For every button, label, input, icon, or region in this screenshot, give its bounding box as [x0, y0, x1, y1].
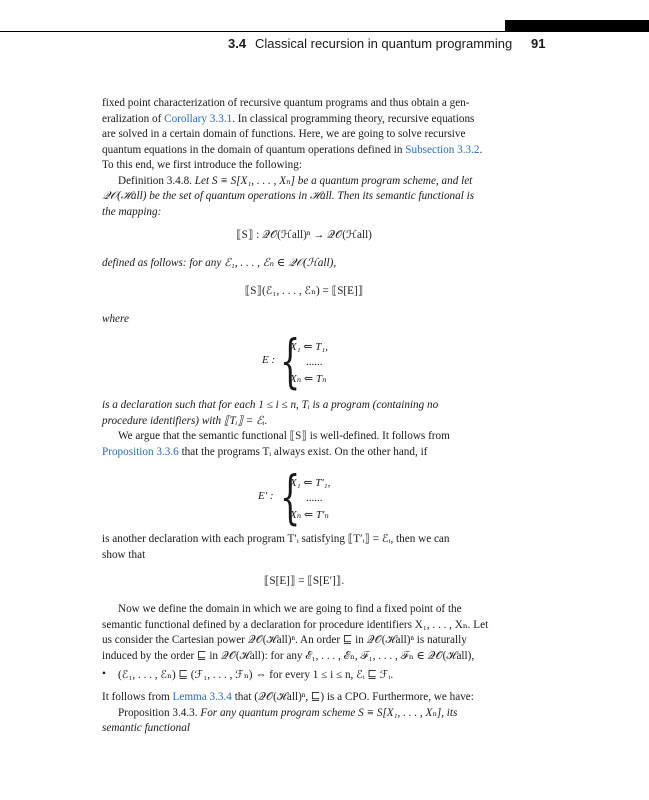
- declaration-row: Xₙ ⇐ T′ₙ: [290, 509, 329, 521]
- proposition-line: Proposition 3.4.3. For any quantum program scheme S ≡ S[X₁, . . . , Xₙ], its: [118, 706, 458, 719]
- another-declaration: [102, 532, 506, 563]
- page-number: 91: [531, 36, 546, 51]
- text-line: semantic functional defined by a declaration for procedure identifiers X₁, . . . , Xₙ. Let: [102, 618, 489, 631]
- text-line: us consider the Cartesian power 𝒬𝒪(ℋall)ⁿ. An order ⊑ in 𝒬𝒪(ℋall)ⁿ is naturally: [102, 634, 467, 646]
- text-line: Now we define the domain in which we are going to find a fixed point of the: [118, 603, 462, 615]
- text-line: show that: [102, 548, 146, 561]
- declaration-label: E :: [262, 354, 276, 366]
- text-line: It follows from Lemma 3.3.4 that (𝒬𝒪(ℋall)ⁿ, ⊑) is a CPO. Furthermore, we have:: [102, 691, 474, 703]
- section-title: Classical recursion in quantum programming: [255, 36, 513, 51]
- text-line: To this end, we first introduce the following:: [102, 159, 302, 171]
- definition-line: the mapping:: [102, 205, 162, 218]
- running-head: [0, 36, 649, 54]
- text-line: We argue that the semantic functional ⟦S⟧ is well-defined. It follows from: [118, 430, 450, 442]
- bullet-text: (ℰ₁, . . . , ℰₙ) ⊑ (ℱ₁, . . . , ℱₙ) ⇔ for every 1 ≤ i ≤ n, ℰᵢ ⊑ ℱᵢ.: [118, 669, 394, 681]
- text-line: quantum equations in the domain of quantum operations defined in Subsection 3.3.2.: [102, 143, 483, 156]
- text-line: Proposition 3.3.6 that the programs Tᵢ always exist. On the other hand, if: [102, 445, 428, 458]
- domain-paragraph: [102, 602, 506, 664]
- bullet-icon: •: [102, 668, 106, 680]
- defined-as-line: defined as follows: for any ℰ₁, . . . , ℰₙ ∈ 𝒬𝒪(ℋall),: [102, 257, 337, 269]
- declaration-row: ......: [306, 356, 323, 368]
- declaration-row: Xₙ ⇐ Tₙ: [290, 373, 327, 385]
- header-bar: [505, 20, 649, 31]
- where-label: where: [102, 313, 129, 325]
- declaration-row: X₁ ⇐ T′₁,: [290, 477, 331, 489]
- brace-icon: {: [280, 327, 301, 395]
- equation-functional-def: ⟦S⟧(ℰ₁, . . . , ℰₙ) = ⟦S[E]⟧: [244, 285, 364, 297]
- lemma-link[interactable]: Lemma 3.3.4: [172, 691, 232, 703]
- declaration-label: E′ :: [258, 490, 274, 502]
- definition-line: Definition 3.4.8. Let S ≡ S[X₁, . . . , Xₙ] be a quantum program scheme, and let: [118, 174, 473, 187]
- equation-semantic-functional: ⟦S⟧ : 𝒬𝒪(ℋall)ⁿ → 𝒬𝒪(ℋall): [236, 229, 372, 241]
- cpo-paragraph: [102, 690, 506, 737]
- intro-paragraph: [102, 96, 506, 220]
- definition-label: Definition 3.4.8.: [118, 174, 192, 187]
- definition-line: 𝒬𝒪(ℋall) be the set of quantum operations in ℋall. Then its semantic functional is: [102, 190, 475, 202]
- text-line: fixed point characterization of recursive quantum programs and thus obtain a gen-: [102, 97, 470, 109]
- declaration-row: X₁ ⇐ T₁,: [290, 341, 328, 353]
- brace-icon: {: [280, 463, 301, 531]
- declaration-e-prime: [258, 463, 378, 532]
- proposition-line: semantic functional: [102, 722, 190, 734]
- text-line: are solved in a certain domain of functions. Here, we are going to solve recursive: [102, 128, 466, 140]
- proposition-label: Proposition 3.4.3.: [118, 706, 198, 719]
- text-line: procedure identifiers) with ⟦Tᵢ⟧ = ℰᵢ.: [102, 414, 268, 427]
- subsection-link[interactable]: Subsection 3.3.2: [405, 143, 480, 156]
- equation-equal-semantics: ⟦S[E]⟧ = ⟦S[E′]⟧.: [263, 575, 345, 587]
- proposition-link[interactable]: Proposition 3.3.6: [102, 445, 179, 458]
- declaration-row: ......: [306, 492, 323, 504]
- declaration-e: [262, 327, 382, 396]
- text-line: is another declaration with each program T′ᵢ satisfying ⟦T′ᵢ⟧ = ℰᵢ, then we can: [102, 533, 450, 545]
- text-line: is a declaration such that for each 1 ≤ i ≤ n, Tᵢ is a program (containing no: [102, 399, 439, 411]
- after-declaration: [102, 398, 506, 460]
- corollary-link[interactable]: Corollary 3.3.1: [164, 112, 233, 125]
- text-line: eralization of Corollary 3.3.1. In classical programming theory, recursive equations: [102, 112, 475, 125]
- text-line: induced by the order ⊑ in 𝒬𝒪(ℋall): for any ℰ₁, . . . , ℰₙ, ℱ₁, . . . , ℱₙ ∈ 𝒬𝒪(ℋall),: [102, 649, 475, 662]
- header-rule: [0, 31, 649, 32]
- section-number: 3.4: [228, 36, 247, 51]
